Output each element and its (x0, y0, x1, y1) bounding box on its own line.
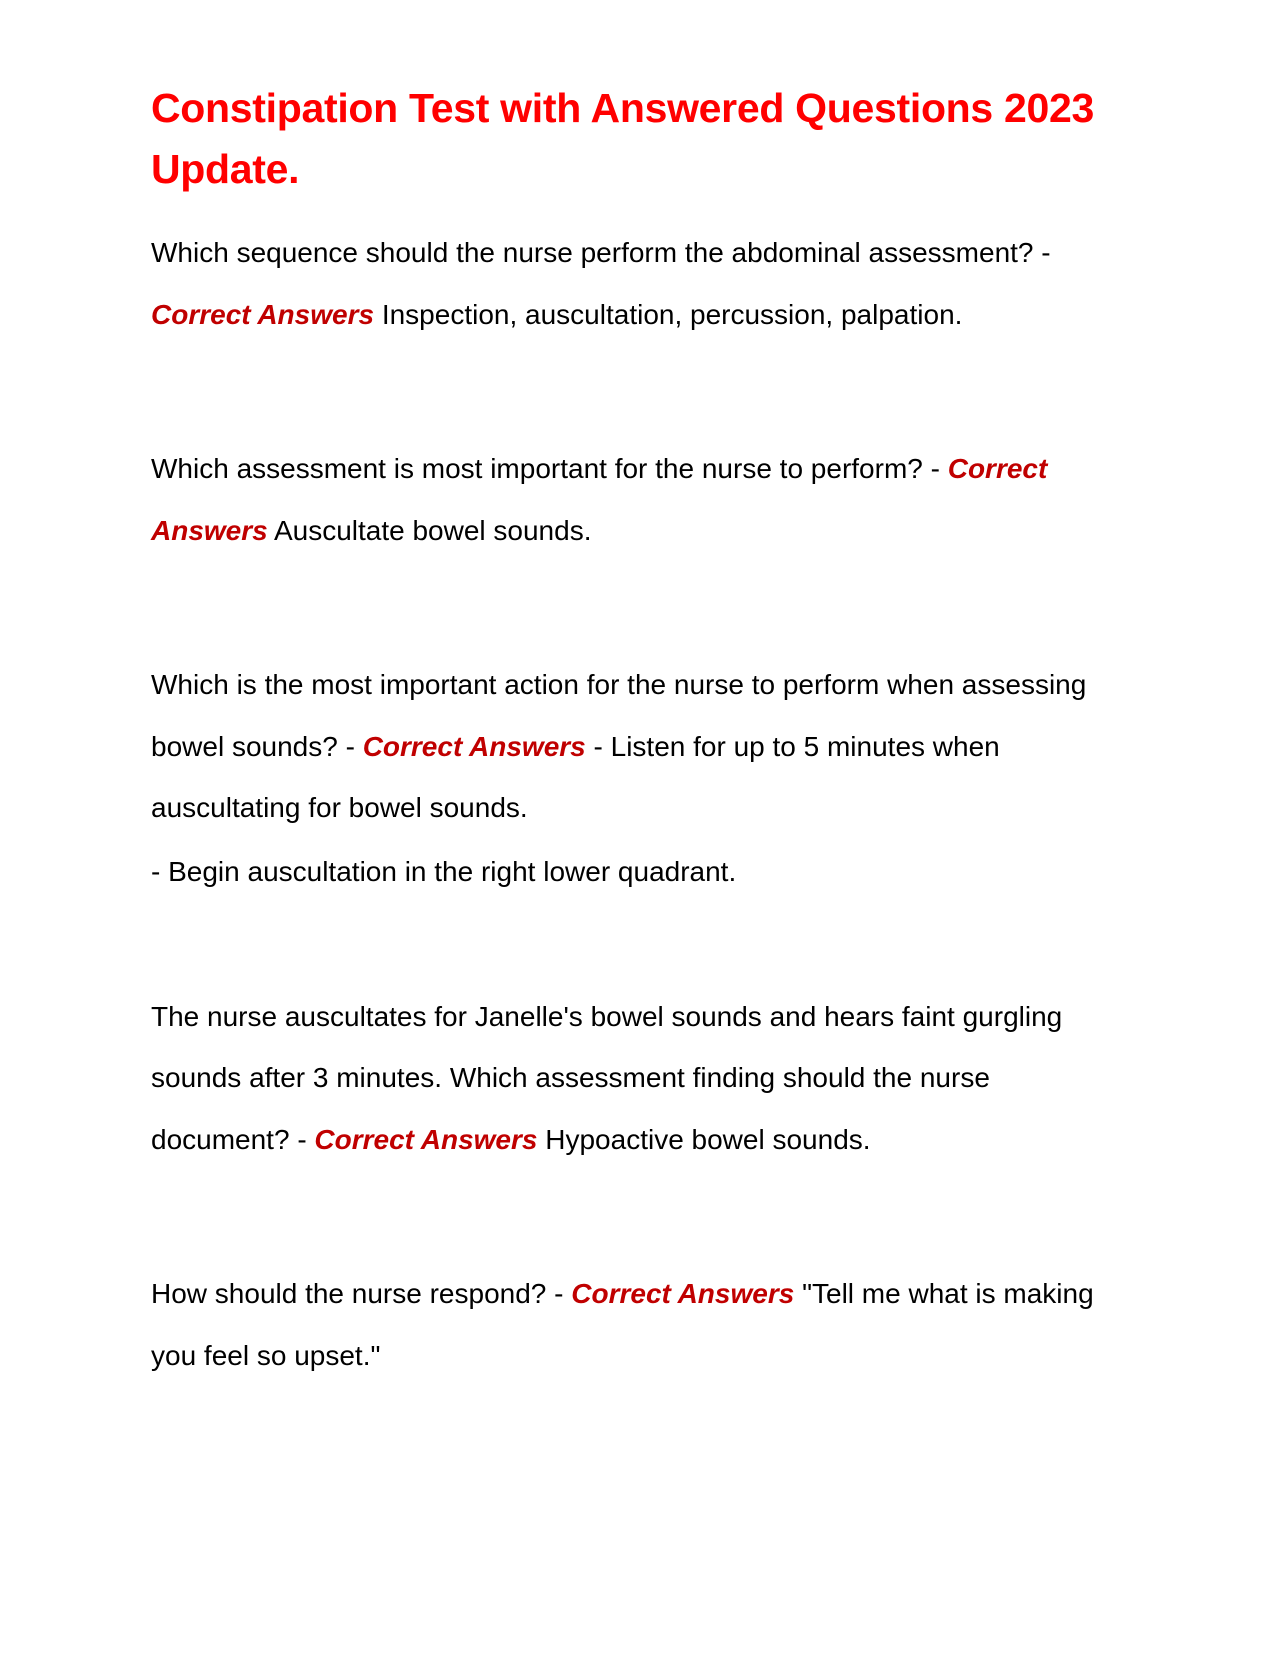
answer-text: - Listen for up to 5 minutes when auscultating for bowel sounds. (151, 730, 1000, 823)
document-page (151, 78, 1131, 1386)
qa-item-1 (151, 222, 1131, 345)
question-text: The nurse auscultates for Janelle's bowel sounds and hears faint gurgling sounds after 3 minutes. Which assessment finding should the nurse document? - (151, 1000, 1063, 1155)
answer-text: Hypoactive bowel sounds. (545, 1123, 871, 1155)
qa-item-5 (151, 1263, 1131, 1386)
answer-text: Inspection, auscultation, percussion, palpation. (381, 298, 963, 330)
qa-item-2 (151, 438, 1131, 561)
correct-answers-label: Correct Answers (151, 298, 375, 330)
document-title: Constipation Test with Answered Questions 2023 Update. (151, 85, 1095, 192)
answer-extra-line: - Begin auscultation in the right lower quadrant. (151, 855, 737, 887)
question-text: Which sequence should the nurse perform the abdominal assessment? - (151, 237, 1051, 268)
correct-answers-label: Correct Answers (314, 1123, 538, 1155)
answer-text: "Tell me what is making you feel so upset." (151, 1278, 1094, 1371)
qa-item-3 (151, 654, 1131, 893)
correct-answers-label: Correct Answers (571, 1278, 795, 1309)
correct-answers-label: Correct Answers (151, 453, 1048, 546)
answer-text: Auscultate bowel sounds. (273, 514, 592, 546)
question-text: How should the nurse respond? - (151, 1278, 564, 1309)
correct-answers-label: Correct Answers (362, 730, 586, 762)
question-text: Which is the most important action for the nurse to perform when assessing bowel sounds? - (151, 669, 1087, 762)
question-text: Which assessment is most important for the nurse to perform? - (151, 453, 940, 484)
qa-item-4 (151, 986, 1131, 1171)
